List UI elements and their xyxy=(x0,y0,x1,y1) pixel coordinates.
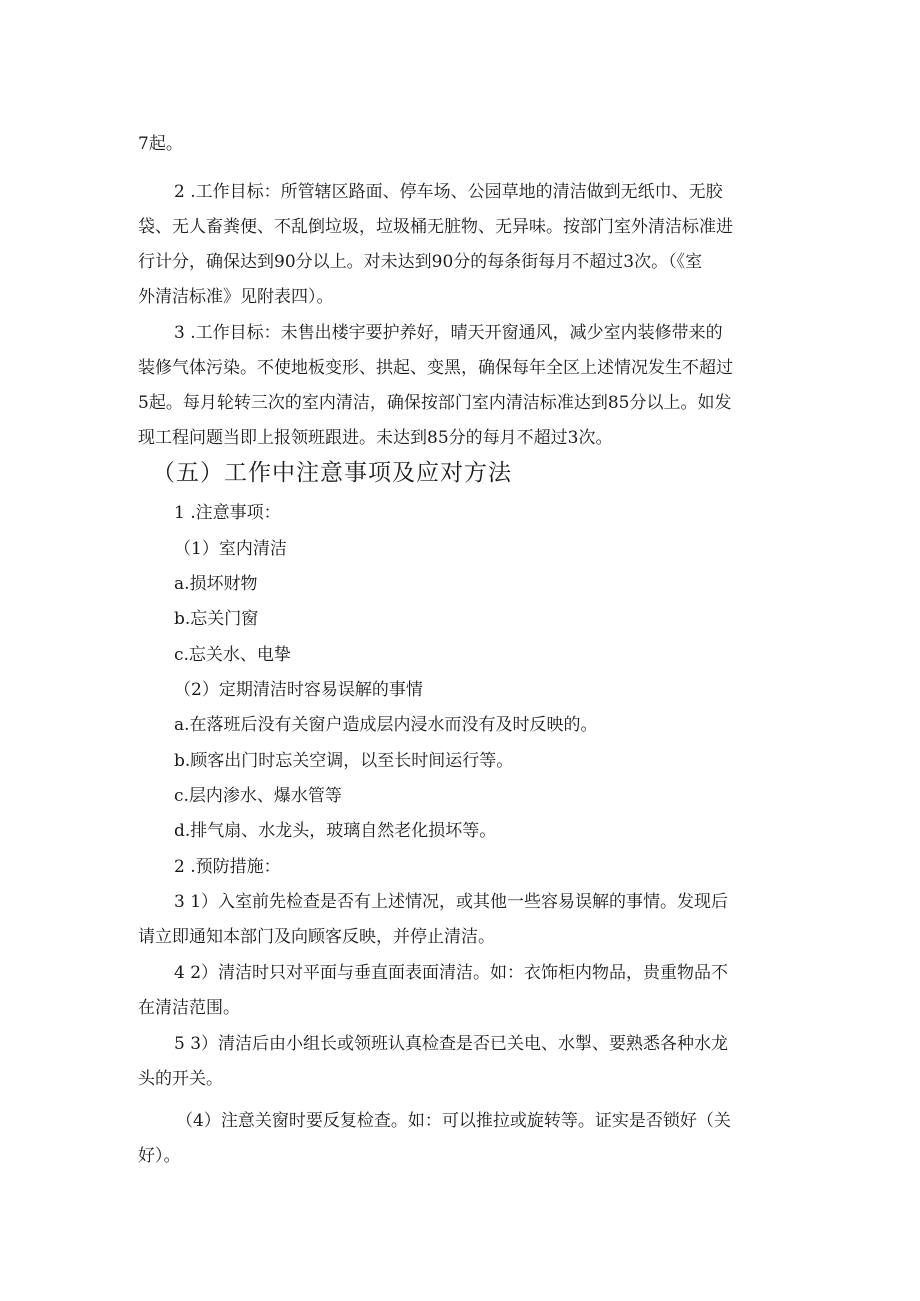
notes-title: 1 .注意事项： xyxy=(174,503,281,523)
list-item-d2: d.排气扇、水龙头，玻璃自然老化损坏等。 xyxy=(174,821,497,841)
subsection-indoor: （1）室内清洁 xyxy=(174,539,287,559)
list-item-a: a.损坏财物 xyxy=(174,574,258,594)
goal-3-line-4: 现工程问题当即上报领班跟进。未达到85分的每月不超过3次。 xyxy=(138,428,613,448)
section-heading: （五）工作中注意事项及应对方法 xyxy=(152,460,512,486)
measure-3-line-2: 头的开关。 xyxy=(138,1069,223,1089)
list-item-c: c.忘关水、电挚 xyxy=(174,645,291,665)
list-item-a2: a.在落班后没有关窗户造成层内浸水而没有及时反映的。 xyxy=(174,715,598,735)
measure-1-line-2: 请立即通知本部门及向顾客反映，并停止清洁。 xyxy=(138,927,495,947)
goal-2-line-1: 2 .工作目标：所管辖区路面、停车场、公园草地的清洁做到无纸巾、无胶 xyxy=(174,182,723,202)
measure-2-line-1: 4 2）清洁时只对平面与垂直面表面清洁。如：衣饰柜内物品，贵重物品不 xyxy=(174,963,729,983)
goal-3-line-2: 装修气体污染。不使地板变形、拱起、变黑，确保每年全区上述情况发生不超过 xyxy=(138,358,733,378)
goal-2-line-4: 外清洁标准》见附表四）。 xyxy=(138,287,334,307)
list-item-b2: b.顾客出门时忘关空调，以至长时间运行等。 xyxy=(174,751,514,771)
subsection-periodic: （2）定期清洁时容易误解的事情 xyxy=(174,680,423,700)
measure-4-line-2: 好）。 xyxy=(138,1146,181,1166)
goal-3-line-1: 3 .工作目标：未售出楼宇要护养好，晴天开窗通风，减少室内装修带来的 xyxy=(174,323,723,343)
measure-4-line-1: （4）注意关窗时要反复检查。如：可以推拉或旋转等。证实是否锁好（关 xyxy=(176,1111,731,1131)
list-item-c2: c.层内渗水、爆水管等 xyxy=(174,786,342,806)
goal-2-line-2: 袋、无人畜粪便、不乱倒垃圾，垃圾桶无脏物、无异味。按部门室外清洁标准进 xyxy=(138,217,733,237)
text-line-1: 7起。 xyxy=(138,134,183,154)
measure-3-line-1: 5 3）清洁后由小组长或领班认真检查是否已关电、水掣、要熟悉各种水龙 xyxy=(174,1034,729,1054)
prevention-title: 2 .预防措施： xyxy=(174,857,281,877)
measure-2-line-2: 在清洁范围。 xyxy=(138,998,240,1018)
goal-2-line-3: 行计分，确保达到90分以上。对未达到90分的每条街每月不超过3次。（《室 xyxy=(138,252,703,272)
list-item-b: b.忘关门窗 xyxy=(174,609,259,629)
goal-3-line-3: 5起。每月轮转三次的室内清洁，确保按部门室内清洁标准达到85分以上。如发 xyxy=(138,393,732,413)
measure-1-line-1: 3 1）入室前先检查是否有上述情况，或其他一些容易误解的事情。发现后 xyxy=(174,892,729,912)
